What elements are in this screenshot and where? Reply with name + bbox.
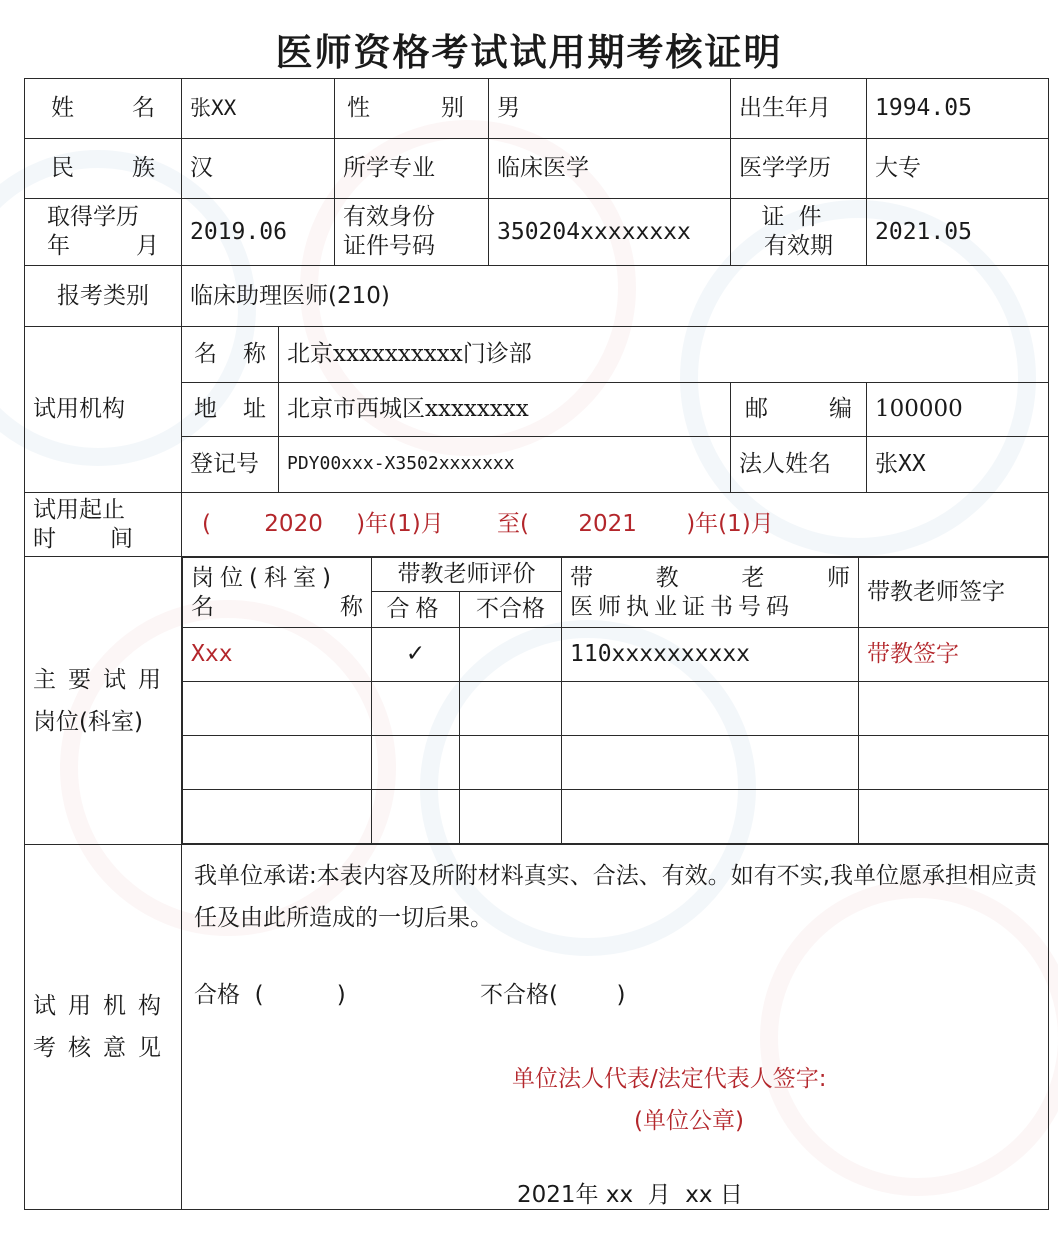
header-teacher-sign: 带教老师签字 bbox=[859, 558, 1049, 628]
value-exam-type[interactable]: 临床助理医师(210) bbox=[182, 266, 1049, 327]
value-inst-name[interactable]: 北京xxxxxxxxxx门诊部 bbox=[279, 327, 1049, 383]
label-opinion-line2: 考核意见 bbox=[33, 1035, 173, 1061]
value-ethnicity[interactable]: 汉 bbox=[182, 139, 335, 199]
label-name: 姓 名 bbox=[25, 79, 182, 139]
post-fail[interactable] bbox=[460, 682, 562, 736]
row-period bbox=[25, 493, 1049, 557]
post-fail[interactable] bbox=[460, 628, 562, 682]
label-opinion-line1: 试用机构 bbox=[33, 993, 173, 1019]
value-degree-date[interactable]: 2019.06 bbox=[182, 199, 335, 266]
value-postcode[interactable]: 100000 bbox=[867, 383, 1049, 437]
label-ethnicity: 民 族 bbox=[25, 139, 182, 199]
label-id-number bbox=[335, 199, 489, 266]
post-pass[interactable] bbox=[372, 790, 460, 844]
row-posts bbox=[25, 557, 1049, 845]
post-sign[interactable] bbox=[859, 736, 1049, 790]
opinion-pass[interactable]: 合格 ( ) bbox=[194, 982, 346, 1008]
post-pass[interactable]: ✓ bbox=[372, 628, 460, 682]
post-row bbox=[183, 736, 1049, 790]
row-basic-3 bbox=[25, 199, 1049, 266]
header-post-name-line1: 岗位(科室) bbox=[191, 564, 337, 591]
header-fail: 不合格 bbox=[460, 592, 562, 628]
post-sign[interactable]: 带教签字 bbox=[859, 628, 1049, 682]
label-main-post-line1: 主要试用 bbox=[33, 666, 173, 693]
row-opinion bbox=[25, 845, 1049, 1210]
opinion-seal: (单位公章) bbox=[634, 1108, 744, 1134]
header-post-name: 岗位(科室) 名 称 bbox=[183, 558, 372, 628]
post-cert[interactable] bbox=[562, 736, 859, 790]
post-pass[interactable] bbox=[372, 682, 460, 736]
post-fail[interactable] bbox=[460, 736, 562, 790]
opinion-date[interactable]: 2021年 xx 月 xx 日 bbox=[517, 1182, 743, 1208]
period-year-start: 2020 bbox=[264, 511, 323, 538]
label-main-post bbox=[25, 557, 182, 845]
post-row bbox=[183, 682, 1049, 736]
label-major: 所学专业 bbox=[335, 139, 489, 199]
label-postcode: 邮 编 bbox=[731, 383, 867, 437]
post-sign[interactable] bbox=[859, 790, 1049, 844]
label-education: 医学学历 bbox=[731, 139, 867, 199]
label-institution: 试用机构 bbox=[25, 327, 182, 493]
label-inst-address: 地 址 bbox=[182, 383, 279, 437]
post-name[interactable] bbox=[183, 790, 372, 844]
label-period: 试用起止 时 间 bbox=[25, 493, 182, 557]
label-id-valid-line1: 证件 bbox=[761, 204, 836, 231]
label-birth: 出生年月 bbox=[731, 79, 867, 139]
header-teacher-cert: 带 教 老 师 医师执业证书号码 bbox=[562, 558, 859, 628]
label-id-valid bbox=[731, 199, 867, 266]
value-id-valid[interactable]: 2021.05 bbox=[867, 199, 1049, 266]
row-basic-1 bbox=[25, 79, 1049, 139]
opinion-fail[interactable]: 不合格( ) bbox=[480, 982, 626, 1008]
label-id-number-line1: 有效身份 bbox=[343, 204, 436, 231]
post-sign[interactable] bbox=[859, 682, 1049, 736]
post-cert[interactable] bbox=[562, 682, 859, 736]
opinion-signature[interactable]: 单位法人代表/法定代表人签字: bbox=[512, 1066, 827, 1092]
post-cert[interactable] bbox=[562, 790, 859, 844]
value-period[interactable]: ( 2020 )年(1)月 至( 2021 )年(1)月 bbox=[182, 493, 1049, 557]
post-row bbox=[183, 628, 1049, 682]
label-opinion bbox=[25, 845, 182, 1210]
row-inst-name bbox=[25, 327, 1049, 383]
row-exam-type bbox=[25, 266, 1049, 327]
certificate-form bbox=[24, 78, 1049, 1210]
label-gender: 性 别 bbox=[335, 79, 489, 139]
post-pass[interactable] bbox=[372, 736, 460, 790]
post-row bbox=[183, 790, 1049, 844]
post-cert[interactable]: 110xxxxxxxxxx bbox=[562, 628, 859, 682]
header-teacher-cert-line2: 医师执业证书号码 bbox=[570, 593, 794, 620]
posts-header-row-1 bbox=[183, 558, 1049, 592]
label-id-number-line2: 证件号码 bbox=[343, 233, 436, 259]
value-education[interactable]: 大专 bbox=[867, 139, 1049, 199]
page-title: 医师资格考试试用期考核证明 bbox=[275, 30, 783, 74]
label-legal-rep: 法人姓名 bbox=[731, 437, 867, 493]
post-name[interactable] bbox=[183, 682, 372, 736]
header-pass: 合格 bbox=[372, 592, 460, 628]
row-basic-2 bbox=[25, 139, 1049, 199]
value-birth[interactable]: 1994.05 bbox=[867, 79, 1049, 139]
label-degree-date-line1: 取得学历 bbox=[47, 204, 139, 231]
value-major[interactable]: 临床医学 bbox=[489, 139, 731, 199]
posts-table bbox=[182, 557, 1049, 844]
post-name[interactable]: Xxx bbox=[183, 628, 372, 682]
value-name[interactable]: 张XX bbox=[182, 79, 335, 139]
posts-table-cell bbox=[182, 557, 1049, 845]
post-fail[interactable] bbox=[460, 790, 562, 844]
label-inst-name: 名 称 bbox=[182, 327, 279, 383]
label-degree-date: 取得学历 年 月 bbox=[25, 199, 182, 266]
label-period-line1: 试用起止 bbox=[33, 496, 125, 523]
value-reg-no[interactable]: PDY00xxx-X3502xxxxxxx bbox=[279, 437, 731, 493]
label-main-post-line2: 岗位(科室) bbox=[33, 708, 143, 735]
value-id-number[interactable]: 350204xxxxxxxx bbox=[489, 199, 731, 266]
period-year-end: 2021 bbox=[578, 511, 637, 538]
post-name[interactable] bbox=[183, 736, 372, 790]
header-teacher-eval: 带教老师评价 bbox=[372, 558, 562, 592]
value-gender[interactable]: 男 bbox=[489, 79, 731, 139]
opinion-pledge: 我单位承诺:本表内容及所附材料真实、合法、有效。如有不实,我单位愿承担相应责任及由此所造成的一切后果。 bbox=[194, 863, 1038, 931]
label-reg-no: 登记号 bbox=[182, 437, 279, 493]
value-legal-rep[interactable]: 张XX bbox=[867, 437, 1049, 493]
label-id-valid-line2: 有效期 bbox=[764, 233, 834, 259]
opinion-cell bbox=[182, 845, 1049, 1210]
value-inst-address[interactable]: 北京市西城区xxxxxxxx bbox=[279, 383, 731, 437]
label-exam-type: 报考类别 bbox=[25, 266, 182, 327]
